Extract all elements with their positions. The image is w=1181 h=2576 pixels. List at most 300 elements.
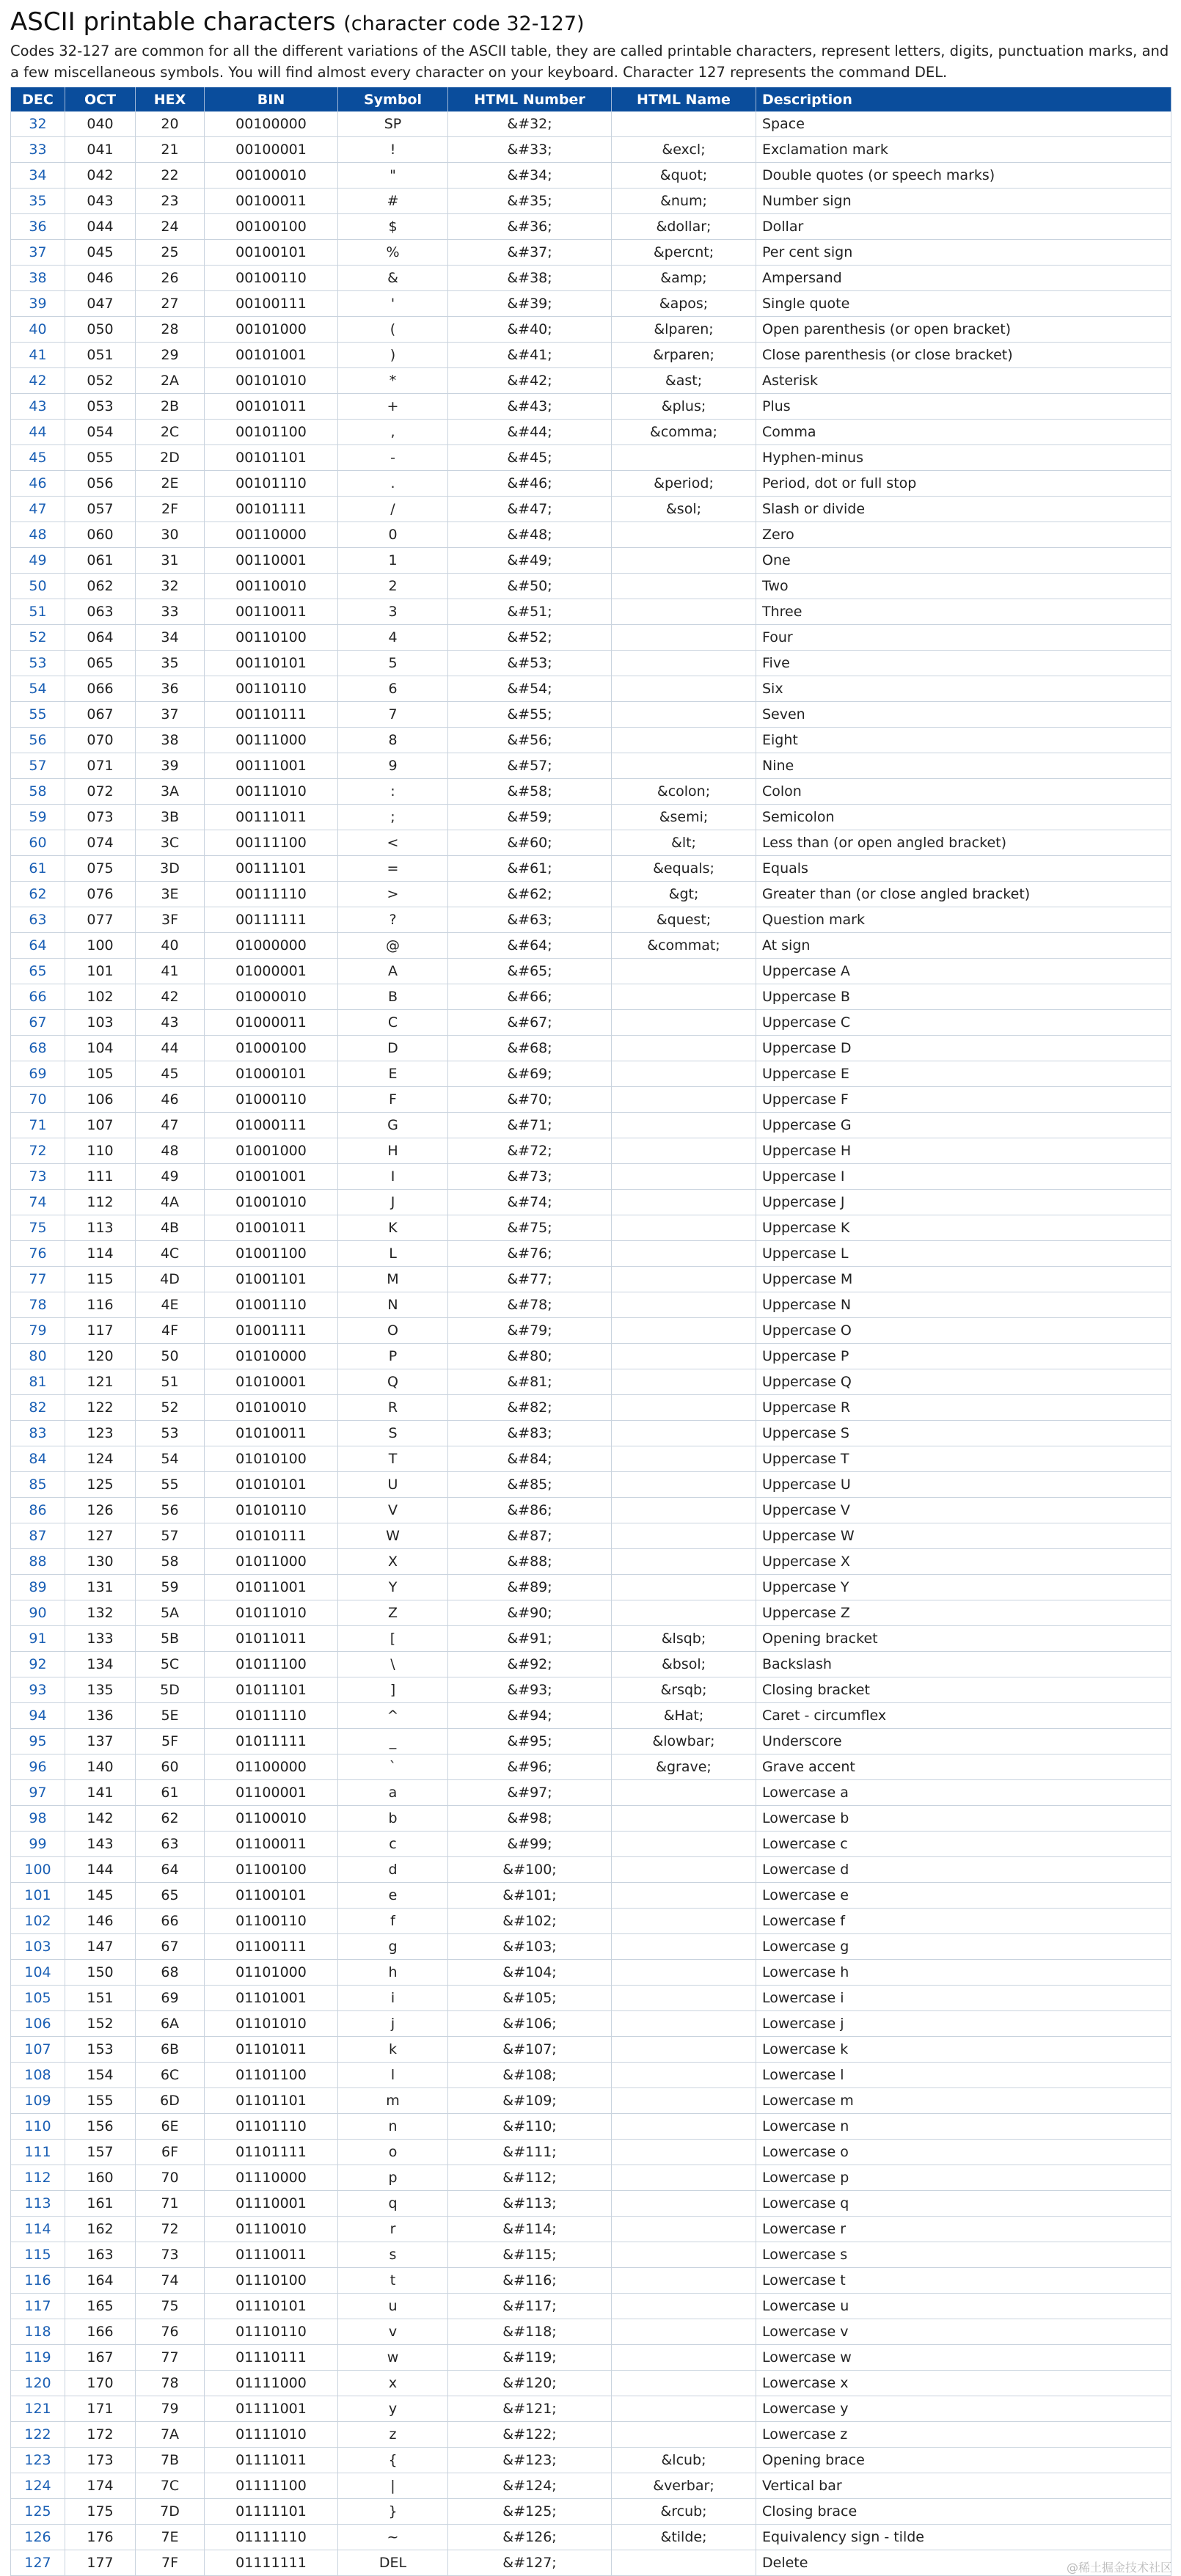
cell-dec[interactable]: 90	[11, 1600, 65, 1626]
cell-dec[interactable]: 65	[11, 959, 65, 984]
cell-bin: 01010100	[205, 1446, 338, 1472]
cell-hex: 4F	[136, 1318, 205, 1344]
cell-bin: 00110011	[205, 599, 338, 625]
cell-html-number: &#88;	[448, 1549, 612, 1575]
cell-html-name: &apos;	[612, 291, 756, 317]
page-title	[10, 6, 1171, 40]
cell-hex: 22	[136, 163, 205, 189]
cell-dec[interactable]: 58	[11, 779, 65, 805]
cell-html-number: &#82;	[448, 1395, 612, 1421]
table-row	[11, 1754, 1171, 1780]
cell-bin: 01110110	[205, 2319, 338, 2345]
cell-dec[interactable]: 46	[11, 471, 65, 497]
table-row	[11, 548, 1171, 574]
cell-oct: 054	[65, 420, 136, 445]
cell-dec[interactable]: 52	[11, 625, 65, 651]
cell-symbol: :	[338, 779, 448, 805]
cell-description: Uppercase A	[756, 959, 1171, 984]
cell-symbol: C	[338, 1010, 448, 1036]
cell-bin: 01100110	[205, 1909, 338, 1934]
cell-bin: 00101000	[205, 317, 338, 343]
cell-dec[interactable]: 80	[11, 1344, 65, 1369]
cell-description: Uppercase R	[756, 1395, 1171, 1421]
cell-dec[interactable]: 36	[11, 214, 65, 240]
cell-html-name: &quest;	[612, 907, 756, 933]
cell-dec[interactable]: 74	[11, 1190, 65, 1215]
cell-oct: 055	[65, 445, 136, 471]
cell-html-name	[612, 2114, 756, 2140]
cell-oct: 177	[65, 2550, 136, 2576]
cell-dec[interactable]: 89	[11, 1575, 65, 1600]
cell-dec[interactable]: 32	[11, 111, 65, 137]
cell-dec[interactable]: 35	[11, 189, 65, 214]
table-row	[11, 882, 1171, 907]
cell-dec[interactable]: 55	[11, 702, 65, 728]
cell-symbol: ]	[338, 1677, 448, 1703]
cell-dec[interactable]: 124	[11, 2473, 65, 2499]
cell-symbol: 7	[338, 702, 448, 728]
cell-description: Uppercase M	[756, 1267, 1171, 1292]
cell-dec[interactable]: 121	[11, 2396, 65, 2422]
cell-dec[interactable]: 98	[11, 1806, 65, 1832]
cell-dec[interactable]: 38	[11, 266, 65, 291]
cell-dec[interactable]: 104	[11, 1960, 65, 1986]
cell-bin: 01100010	[205, 1806, 338, 1832]
cell-dec[interactable]: 123	[11, 2448, 65, 2473]
cell-symbol: x	[338, 2371, 448, 2396]
cell-dec[interactable]: 47	[11, 497, 65, 522]
cell-dec[interactable]: 87	[11, 1523, 65, 1549]
cell-dec[interactable]: 51	[11, 599, 65, 625]
cell-html-number: &#90;	[448, 1600, 612, 1626]
cell-dec[interactable]: 102	[11, 1909, 65, 1934]
cell-dec[interactable]: 79	[11, 1318, 65, 1344]
cell-oct: 131	[65, 1575, 136, 1600]
cell-dec[interactable]: 61	[11, 856, 65, 882]
cell-html-name	[612, 1523, 756, 1549]
cell-hex: 5E	[136, 1703, 205, 1729]
cell-html-name	[612, 1883, 756, 1909]
cell-description: Slash or divide	[756, 497, 1171, 522]
cell-bin: 01000000	[205, 933, 338, 959]
cell-dec[interactable]: 34	[11, 163, 65, 189]
cell-dec[interactable]: 126	[11, 2525, 65, 2550]
cell-dec[interactable]: 97	[11, 1780, 65, 1806]
cell-bin: 01100001	[205, 1780, 338, 1806]
table-row	[11, 266, 1171, 291]
cell-html-number: &#58;	[448, 779, 612, 805]
cell-dec[interactable]: 116	[11, 2268, 65, 2294]
cell-html-name	[612, 1036, 756, 1061]
cell-symbol: j	[338, 2011, 448, 2037]
table-row	[11, 420, 1171, 445]
cell-hex: 54	[136, 1446, 205, 1472]
cell-symbol: /	[338, 497, 448, 522]
cell-bin: 01011000	[205, 1549, 338, 1575]
cell-dec[interactable]: 122	[11, 2422, 65, 2448]
cell-symbol: m	[338, 2088, 448, 2114]
cell-hex: 3D	[136, 856, 205, 882]
table-row	[11, 1061, 1171, 1087]
cell-bin: 00100010	[205, 163, 338, 189]
table-row	[11, 317, 1171, 343]
cell-description: Uppercase D	[756, 1036, 1171, 1061]
table-row	[11, 2011, 1171, 2037]
cell-dec[interactable]: 99	[11, 1832, 65, 1857]
cell-dec[interactable]: 50	[11, 574, 65, 599]
cell-dec[interactable]: 114	[11, 2217, 65, 2242]
cell-hex: 56	[136, 1498, 205, 1523]
cell-bin: 01010111	[205, 1523, 338, 1549]
cell-bin: 00110110	[205, 676, 338, 702]
cell-oct: 051	[65, 343, 136, 368]
cell-symbol: 3	[338, 599, 448, 625]
table-row	[11, 1267, 1171, 1292]
cell-dec[interactable]: 63	[11, 907, 65, 933]
cell-oct: 137	[65, 1729, 136, 1754]
cell-symbol: `	[338, 1754, 448, 1780]
cell-dec[interactable]: 108	[11, 2063, 65, 2088]
table-row	[11, 753, 1171, 779]
column-header-html-name: HTML Name	[612, 87, 756, 111]
cell-oct: 077	[65, 907, 136, 933]
cell-symbol: 6	[338, 676, 448, 702]
cell-bin: 00101100	[205, 420, 338, 445]
cell-dec[interactable]: 64	[11, 933, 65, 959]
cell-dec[interactable]: 88	[11, 1549, 65, 1575]
cell-oct: 104	[65, 1036, 136, 1061]
cell-html-name	[612, 2550, 756, 2576]
cell-dec[interactable]: 115	[11, 2242, 65, 2268]
cell-symbol: -	[338, 445, 448, 471]
ascii-table	[10, 87, 1171, 2576]
cell-dec[interactable]: 72	[11, 1138, 65, 1164]
cell-symbol: D	[338, 1036, 448, 1061]
cell-dec[interactable]: 69	[11, 1061, 65, 1087]
cell-dec[interactable]: 118	[11, 2319, 65, 2345]
cell-dec[interactable]: 110	[11, 2114, 65, 2140]
cell-description: Lowercase x	[756, 2371, 1171, 2396]
cell-html-name	[612, 1498, 756, 1523]
cell-html-number: &#116;	[448, 2268, 612, 2294]
table-row	[11, 1729, 1171, 1754]
column-header-description: Description	[756, 87, 1171, 111]
cell-symbol: d	[338, 1857, 448, 1883]
cell-html-number: &#37;	[448, 240, 612, 266]
cell-hex: 65	[136, 1883, 205, 1909]
cell-bin: 01101111	[205, 2140, 338, 2165]
cell-bin: 00101010	[205, 368, 338, 394]
cell-oct: 042	[65, 163, 136, 189]
cell-bin: 01110011	[205, 2242, 338, 2268]
cell-dec[interactable]: 44	[11, 420, 65, 445]
table-row	[11, 856, 1171, 882]
cell-html-number: &#45;	[448, 445, 612, 471]
table-row	[11, 1292, 1171, 1318]
cell-html-number: &#46;	[448, 471, 612, 497]
cell-symbol: n	[338, 2114, 448, 2140]
cell-symbol: (	[338, 317, 448, 343]
cell-html-name: &Hat;	[612, 1703, 756, 1729]
cell-dec[interactable]: 103	[11, 1934, 65, 1960]
cell-html-number: &#106;	[448, 2011, 612, 2037]
cell-dec[interactable]: 42	[11, 368, 65, 394]
cell-hex: 46	[136, 1087, 205, 1113]
cell-description: Underscore	[756, 1729, 1171, 1754]
cell-html-name	[612, 1472, 756, 1498]
cell-dec[interactable]: 107	[11, 2037, 65, 2063]
cell-description: Lowercase t	[756, 2268, 1171, 2294]
cell-symbol: 4	[338, 625, 448, 651]
cell-dec[interactable]: 45	[11, 445, 65, 471]
cell-html-name: &tilde;	[612, 2525, 756, 2550]
cell-dec[interactable]: 33	[11, 137, 65, 163]
table-row	[11, 2448, 1171, 2473]
cell-symbol: I	[338, 1164, 448, 1190]
cell-hex: 75	[136, 2294, 205, 2319]
cell-dec[interactable]: 106	[11, 2011, 65, 2037]
cell-dec[interactable]: 78	[11, 1292, 65, 1318]
cell-symbol: h	[338, 1960, 448, 1986]
cell-dec[interactable]: 125	[11, 2499, 65, 2525]
cell-dec[interactable]: 53	[11, 651, 65, 676]
cell-bin: 01000011	[205, 1010, 338, 1036]
cell-dec[interactable]: 43	[11, 394, 65, 420]
cell-symbol: ?	[338, 907, 448, 933]
cell-dec[interactable]: 68	[11, 1036, 65, 1061]
cell-html-name	[612, 1909, 756, 1934]
cell-description: Lowercase a	[756, 1780, 1171, 1806]
cell-oct: 143	[65, 1832, 136, 1857]
cell-bin: 01101001	[205, 1986, 338, 2011]
cell-dec[interactable]: 100	[11, 1857, 65, 1883]
cell-dec[interactable]: 112	[11, 2165, 65, 2191]
cell-oct: 165	[65, 2294, 136, 2319]
cell-html-number: &#122;	[448, 2422, 612, 2448]
cell-dec[interactable]: 62	[11, 882, 65, 907]
cell-bin: 00101011	[205, 394, 338, 420]
cell-bin: 00110001	[205, 548, 338, 574]
cell-description: Double quotes (or speech marks)	[756, 163, 1171, 189]
cell-bin: 01101010	[205, 2011, 338, 2037]
cell-html-number: &#126;	[448, 2525, 612, 2550]
cell-html-number: &#124;	[448, 2473, 612, 2499]
cell-description: Three	[756, 599, 1171, 625]
table-row	[11, 574, 1171, 599]
cell-dec[interactable]: 76	[11, 1241, 65, 1267]
cell-hex: 64	[136, 1857, 205, 1883]
cell-html-name: &equals;	[612, 856, 756, 882]
cell-hex: 2C	[136, 420, 205, 445]
title-subtitle: (character code 32-127)	[343, 12, 585, 35]
cell-dec[interactable]: 77	[11, 1267, 65, 1292]
cell-bin: 01011011	[205, 1626, 338, 1652]
cell-description: Lowercase w	[756, 2345, 1171, 2371]
cell-oct: 114	[65, 1241, 136, 1267]
cell-html-name	[612, 1934, 756, 1960]
cell-dec[interactable]: 92	[11, 1652, 65, 1677]
cell-dec[interactable]: 39	[11, 291, 65, 317]
cell-dec[interactable]: 37	[11, 240, 65, 266]
table-row	[11, 1446, 1171, 1472]
cell-dec[interactable]: 71	[11, 1113, 65, 1138]
cell-oct: 122	[65, 1395, 136, 1421]
table-row	[11, 1087, 1171, 1113]
cell-dec[interactable]: 119	[11, 2345, 65, 2371]
cell-symbol: Z	[338, 1600, 448, 1626]
cell-dec[interactable]: 85	[11, 1472, 65, 1498]
cell-dec[interactable]: 96	[11, 1754, 65, 1780]
cell-dec[interactable]: 59	[11, 805, 65, 830]
cell-bin: 01001100	[205, 1241, 338, 1267]
cell-html-number: &#48;	[448, 522, 612, 548]
cell-hex: 3A	[136, 779, 205, 805]
cell-dec[interactable]: 40	[11, 317, 65, 343]
cell-description: Uppercase V	[756, 1498, 1171, 1523]
table-row	[11, 163, 1171, 189]
cell-dec[interactable]: 109	[11, 2088, 65, 2114]
cell-hex: 23	[136, 189, 205, 214]
cell-hex: 31	[136, 548, 205, 574]
cell-dec[interactable]: 117	[11, 2294, 65, 2319]
cell-dec[interactable]: 127	[11, 2550, 65, 2576]
cell-dec[interactable]: 83	[11, 1421, 65, 1446]
cell-description: Equals	[756, 856, 1171, 882]
cell-html-name	[612, 1369, 756, 1395]
cell-html-name	[612, 1215, 756, 1241]
cell-oct: 174	[65, 2473, 136, 2499]
cell-oct: 056	[65, 471, 136, 497]
cell-hex: 78	[136, 2371, 205, 2396]
cell-description: Space	[756, 111, 1171, 137]
table-row	[11, 1575, 1171, 1600]
cell-hex: 7B	[136, 2448, 205, 2473]
cell-bin: 01111110	[205, 2525, 338, 2550]
cell-description: Five	[756, 651, 1171, 676]
cell-hex: 60	[136, 1754, 205, 1780]
cell-html-name	[612, 625, 756, 651]
cell-symbol: 5	[338, 651, 448, 676]
cell-html-name	[612, 1832, 756, 1857]
cell-symbol: <	[338, 830, 448, 856]
cell-description: Lowercase u	[756, 2294, 1171, 2319]
cell-dec[interactable]: 60	[11, 830, 65, 856]
cell-bin: 00110100	[205, 625, 338, 651]
cell-bin: 01111101	[205, 2499, 338, 2525]
cell-description: Uppercase E	[756, 1061, 1171, 1087]
cell-html-name	[612, 959, 756, 984]
cell-hex: 4C	[136, 1241, 205, 1267]
cell-symbol: t	[338, 2268, 448, 2294]
cell-oct: 132	[65, 1600, 136, 1626]
cell-oct: 101	[65, 959, 136, 984]
cell-symbol: T	[338, 1446, 448, 1472]
cell-dec[interactable]: 57	[11, 753, 65, 779]
cell-dec[interactable]: 82	[11, 1395, 65, 1421]
table-row	[11, 1190, 1171, 1215]
cell-bin: 01111001	[205, 2396, 338, 2422]
table-row	[11, 1677, 1171, 1703]
cell-dec[interactable]: 84	[11, 1446, 65, 1472]
cell-oct: 115	[65, 1267, 136, 1292]
cell-dec[interactable]: 93	[11, 1677, 65, 1703]
cell-dec[interactable]: 66	[11, 984, 65, 1010]
table-row	[11, 1549, 1171, 1575]
cell-dec[interactable]: 95	[11, 1729, 65, 1754]
cell-bin: 01000111	[205, 1113, 338, 1138]
cell-html-name	[612, 1344, 756, 1369]
cell-dec[interactable]: 54	[11, 676, 65, 702]
cell-dec[interactable]: 111	[11, 2140, 65, 2165]
cell-html-number: &#87;	[448, 1523, 612, 1549]
cell-dec[interactable]: 91	[11, 1626, 65, 1652]
cell-html-number: &#77;	[448, 1267, 612, 1292]
cell-dec[interactable]: 120	[11, 2371, 65, 2396]
cell-bin: 01001000	[205, 1138, 338, 1164]
cell-html-name: &verbar;	[612, 2473, 756, 2499]
table-row	[11, 1934, 1171, 1960]
cell-hex: 51	[136, 1369, 205, 1395]
cell-description: Uppercase X	[756, 1549, 1171, 1575]
cell-bin: 01010001	[205, 1369, 338, 1395]
cell-symbol: SP	[338, 111, 448, 137]
cell-dec[interactable]: 70	[11, 1087, 65, 1113]
cell-symbol: )	[338, 343, 448, 368]
cell-oct: 121	[65, 1369, 136, 1395]
cell-dec[interactable]: 75	[11, 1215, 65, 1241]
cell-dec[interactable]: 101	[11, 1883, 65, 1909]
cell-oct: 076	[65, 882, 136, 907]
cell-dec[interactable]: 56	[11, 728, 65, 753]
cell-html-number: &#103;	[448, 1934, 612, 1960]
cell-dec[interactable]: 48	[11, 522, 65, 548]
cell-oct: 063	[65, 599, 136, 625]
cell-dec[interactable]: 41	[11, 343, 65, 368]
cell-oct: 147	[65, 1934, 136, 1960]
cell-hex: 5F	[136, 1729, 205, 1754]
cell-symbol: !	[338, 137, 448, 163]
cell-bin: 01011111	[205, 1729, 338, 1754]
cell-dec[interactable]: 94	[11, 1703, 65, 1729]
cell-description: Two	[756, 574, 1171, 599]
cell-html-number: &#41;	[448, 343, 612, 368]
cell-description: Nine	[756, 753, 1171, 779]
cell-html-name: &comma;	[612, 420, 756, 445]
cell-dec[interactable]: 73	[11, 1164, 65, 1190]
table-row	[11, 1857, 1171, 1883]
cell-description: Asterisk	[756, 368, 1171, 394]
cell-html-number: &#56;	[448, 728, 612, 753]
cell-html-name	[612, 1164, 756, 1190]
cell-description: Backslash	[756, 1652, 1171, 1677]
cell-description: Uppercase Z	[756, 1600, 1171, 1626]
cell-html-number: &#91;	[448, 1626, 612, 1652]
cell-dec[interactable]: 105	[11, 1986, 65, 2011]
cell-description: Period, dot or full stop	[756, 471, 1171, 497]
cell-oct: 166	[65, 2319, 136, 2345]
cell-oct: 142	[65, 1806, 136, 1832]
cell-html-name	[612, 599, 756, 625]
cell-dec[interactable]: 81	[11, 1369, 65, 1395]
table-row	[11, 2088, 1171, 2114]
cell-html-name	[612, 1395, 756, 1421]
cell-dec[interactable]: 67	[11, 1010, 65, 1036]
cell-dec[interactable]: 113	[11, 2191, 65, 2217]
cell-hex: 4E	[136, 1292, 205, 1318]
cell-oct: 123	[65, 1421, 136, 1446]
cell-dec[interactable]: 86	[11, 1498, 65, 1523]
cell-dec[interactable]: 49	[11, 548, 65, 574]
